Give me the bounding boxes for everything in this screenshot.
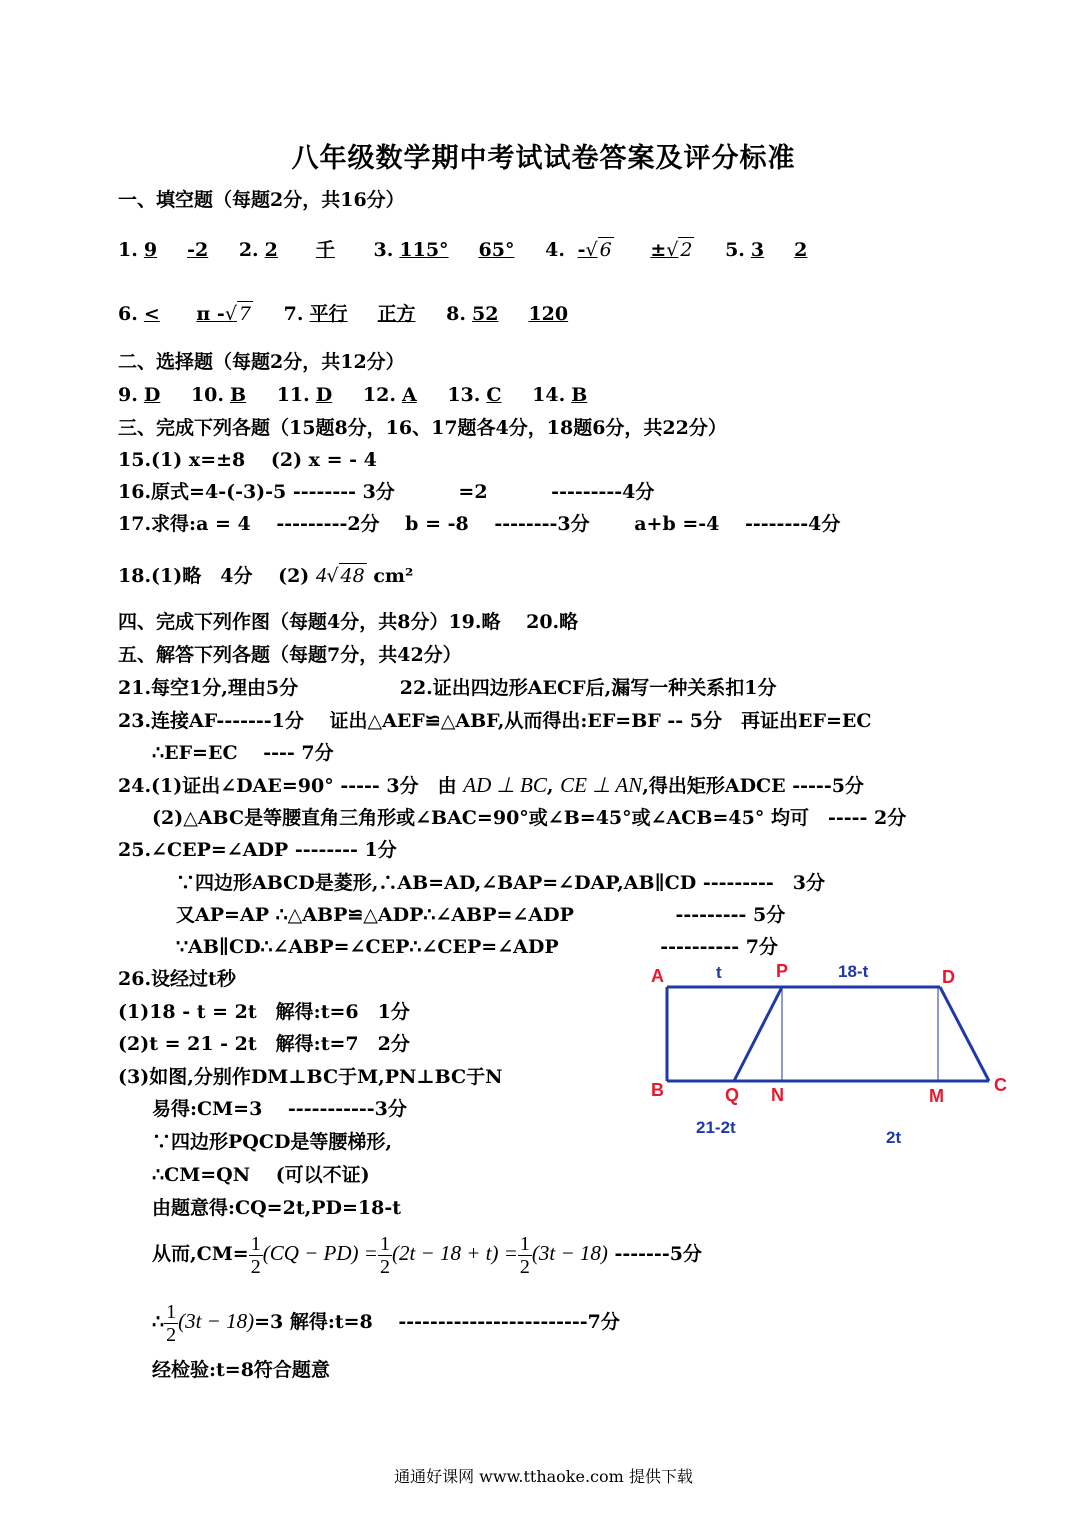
answer-24-2: (2)△ABC是等腰直角三角形或∠BAC=90°或∠B=45°或∠ACB=45° 均可 ----- 2分 [152,807,907,829]
label-B: B [651,1080,664,1100]
q2-answer-a: 2 [264,239,278,261]
choice-row [118,383,593,407]
step-6-result: =3 解得:t=8 ------------------------7分 [254,1311,620,1333]
q11-answer: D [315,384,333,406]
q4b-radicand: 2 [680,239,693,261]
q12-answer: A [401,384,417,406]
answer-23-cont: ∴EF=EC ---- 7分 [152,742,334,764]
q1-answer-b: -2 [187,239,209,261]
step-6-prefix: ∴ [152,1311,165,1333]
q7-answer-a: 平行 [309,303,348,325]
point-labels [651,961,1007,1106]
section-5-heading: 五、解答下列各题（每题7分，共42分） [118,644,462,666]
step-6-expr: (3t − 18) [178,1309,255,1333]
step-5-expr-2: (2t − 18 + t) = [391,1241,518,1265]
q4a-radicand: 6 [599,239,612,261]
answer-21-22: 21.每空1分,理由5分 22.证出四边形AECF后,漏写一种关系扣1分 [118,677,777,699]
q10-answer: B [230,384,247,406]
label-2t: 2t [886,1128,902,1147]
q1-number: 1. [118,239,138,261]
answer-18-radicand: 48 [340,565,365,587]
fraction-half: $\frac{1}{2}$ [166,1300,177,1346]
answer-16: 16.原式=4-(-3)-5 -------- 3分 =2 ---------4分 [118,481,655,503]
label-A: A [651,966,664,986]
q1-answer-a: 9 [143,239,158,261]
q9-number: 9. [118,384,138,406]
label-21-2t: 21-2t [696,1118,736,1137]
answer-26-3-step-5 [152,1228,702,1279]
answer-26-3-step-6 [152,1296,620,1347]
q9-answer: D [143,384,161,406]
q13-number: 13. [447,384,481,406]
fill-row-1 [118,237,813,262]
q3-answer-b: 65° [478,239,515,261]
section-1-heading: 一、填空题（每题2分，共16分） [118,189,405,211]
q11-number: 11. [276,384,310,406]
q14-answer: B [571,384,588,406]
q5-answer-a: 3 [750,239,765,261]
q5-answer-b: 2 [794,239,808,261]
q4-answer-a [572,239,620,261]
label-P: P [776,961,789,981]
section-4-heading: 四、完成下列作图（每题4分，共8分）19.略 20.略 [118,611,579,633]
answer-26-3-step-4: 由题意得:CQ=2t,PD=18-t [152,1197,402,1219]
label-M: M [929,1086,944,1106]
answer-25-step-2: 又AP=AP ∴△ABP≌△ADP∴∠ABP=∠ADP --------- 5分 [176,904,786,926]
q6-answer-b [190,303,259,325]
answer-26-2: (2)t = 21 - 2t 解得:t=7 2分 [118,1033,410,1055]
q4a-sign: - [577,239,586,261]
answer-24-1-text: 24.(1)证出∠DAE=90° ----- 3分 由 [118,775,457,797]
answer-18 [118,563,413,588]
label-D: D [942,967,955,987]
section-2-heading: 二、选择题（每题2分，共12分） [118,351,405,373]
answer-25-step-3: ∵AB∥CD∴∠ABP=∠CEP∴∠CEP=∠ADP ---------- 7分 [176,936,778,958]
step-5-expr-1: (CQ − PD) = [262,1241,378,1265]
page-title: 八年级数学期中考试试卷答案及评分标准 [291,143,796,174]
answer-24-1-sep: , [546,775,554,797]
q6-answer-a: < [143,303,160,325]
label-N: N [771,1085,784,1105]
label-C: C [994,1075,1007,1095]
answer-24-1-math-1: AD ⊥ BC [463,773,547,797]
q4b-sign: ± [650,239,667,261]
section-3-heading: 三、完成下列各题（15题8分，16、17题各4分，18题6分，共22分） [118,417,727,439]
page-footer: 通通好课网 www.tthaoke.com 提供下载 [394,1467,693,1486]
step-5-expr-3: (3t − 18) [531,1241,608,1265]
answer-24-1-tail: ,得出矩形ADCE -----5分 [642,775,864,797]
q10-number: 10. [190,384,225,406]
length-labels [696,962,901,1147]
answer-25: 25.∠CEP=∠ADP -------- 1分 [118,839,397,861]
q8-answer-a: 52 [471,303,499,325]
answer-26-3-step-7: 经检验:t=8符合题意 [152,1359,330,1381]
q12-number: 12. [362,384,396,406]
answer-17: 17.求得:a = 4 ---------2分 b = -8 --------3分 a+b =-4 --------4分 [118,513,841,535]
answer-24-1 [118,773,864,798]
segment-PQ [734,987,782,1081]
segment-DC [940,987,989,1081]
fraction-half: $\frac{1}{2}$ [519,1232,530,1278]
answer-18-unit: cm² [373,565,414,587]
q14-number: 14. [532,384,566,406]
q2-answer-b: 千 [315,239,335,261]
trapezoid-diagram [640,955,1020,1155]
answer-24-1-math-2: CE ⊥ AN [560,773,643,797]
answer-26-3-step-2: ∵四边形PQCD是等腰梯形, [152,1131,393,1153]
fraction-half: $\frac{1}{2}$ [379,1232,390,1278]
sqrt-symbol: √ [224,303,237,325]
answer-18-coefficient: 4 [315,563,327,587]
q2-number: 2. [238,239,259,261]
q8-answer-b: 120 [528,303,569,325]
fraction-half: $\frac{1}{2}$ [250,1232,261,1278]
answer-15: 15.(1) x=±8 (2) x = - 4 [118,449,377,471]
q8-number: 8. [446,303,466,325]
q7-answer-b: 正方 [377,303,416,325]
q6b-radicand: 7 [238,303,252,325]
q6b-prefix: π - [196,303,225,325]
answer-26-3-step-1: 易得:CM=3 -----------3分 [152,1098,407,1120]
label-Q: Q [725,1085,740,1105]
answer-26: 26.设经过t秒 [118,968,236,990]
step-5-score: -------5分 [614,1243,702,1265]
sqrt-symbol: √ [585,239,598,261]
q3-answer-a: 115° [399,239,449,261]
answer-26-3: (3)如图,分别作DM⊥BC于M,PN⊥BC于N [118,1066,503,1088]
q4-number: 4. [545,239,565,261]
answer-25-step-1: ∵四边形ABCD是菱形,∴AB=AD,∠BAP=∠DAP,AB∥CD --------- 3分 [176,872,826,894]
q5-number: 5. [725,239,745,261]
q7-number: 7. [283,303,304,325]
answer-26-1: (1)18 - t = 2t 解得:t=6 1分 [118,1001,410,1023]
q3-number: 3. [373,239,394,261]
answer-23: 23.连接AF-------1分 证出△AEF≌△ABF,从而得出:EF=BF -- 5分 再证出EF=EC [118,710,872,732]
q13-answer: C [486,384,502,406]
answer-18-text: 18.(1)略 4分 (2) [118,565,310,587]
sqrt-symbol: √ [666,239,679,261]
label-18-t: 18-t [838,962,869,981]
label-t: t [716,963,722,982]
fill-row-2 [118,301,574,326]
q4-answer-b [644,239,700,261]
step-5-prefix: 从而,CM= [152,1243,249,1265]
q6-number: 6. [118,303,138,325]
answer-26-3-step-3: ∴CM=QN (可以不证) [152,1164,370,1186]
sqrt-symbol: √ [326,565,339,587]
